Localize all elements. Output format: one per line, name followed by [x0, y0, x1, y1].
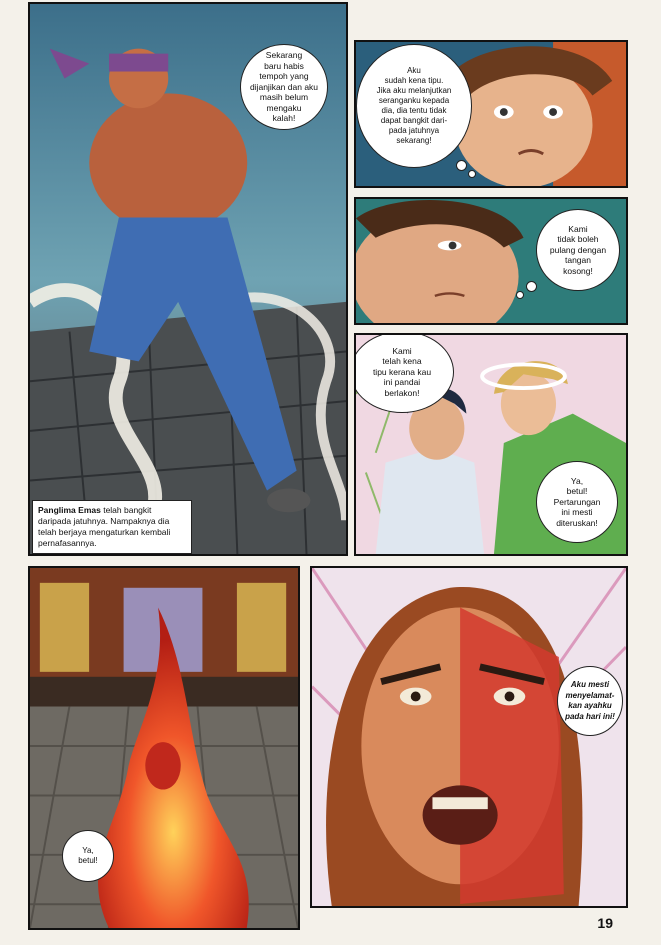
- thought-bubble: Kami tidak boleh pulang dengan tangan kosong!: [536, 209, 620, 291]
- panel-5: [28, 566, 300, 930]
- panel-4: [354, 333, 628, 556]
- caption-name: Panglima Emas: [38, 505, 101, 515]
- speech-bubble: Ya, betul!: [62, 830, 114, 882]
- speech-bubble: Kami telah kena tipu kerana kau ini pandai berlakon!: [354, 333, 454, 413]
- speech-bubble: Ya, betul! Pertarungan ini mesti diteruskan!: [536, 461, 618, 543]
- caption-text: telah bangkit daripada jatuhnya. Nampaknya dia telah berjaya mengaturkan kembali pernafasannya.: [38, 505, 171, 548]
- thought-dot: [526, 281, 537, 292]
- thought-dot: [456, 160, 467, 171]
- narration-caption: [32, 500, 192, 554]
- thought-dot: [468, 170, 476, 178]
- panel-6: [310, 566, 628, 908]
- panel-2: [354, 40, 628, 188]
- panel-3: [354, 197, 628, 325]
- thought-dot: [516, 291, 524, 299]
- thought-bubble: Aku sudah kena tipu. Jika aku melanjutkan seranganku kepada dia, dia tentu tidak dapat bangkit dari- pada jatuhnya sekarang!: [356, 44, 472, 168]
- panel-1: [28, 2, 348, 556]
- speech-bubble: Sekarang baru habis tempoh yang dijanjikan dan aku masih belum mengaku kalah!: [240, 44, 328, 130]
- panel-6-art: [312, 568, 626, 906]
- page-number: 19: [597, 915, 613, 931]
- speech-bubble: Aku mesti menyelamat- kan ayahku pada hari ini!: [557, 666, 623, 736]
